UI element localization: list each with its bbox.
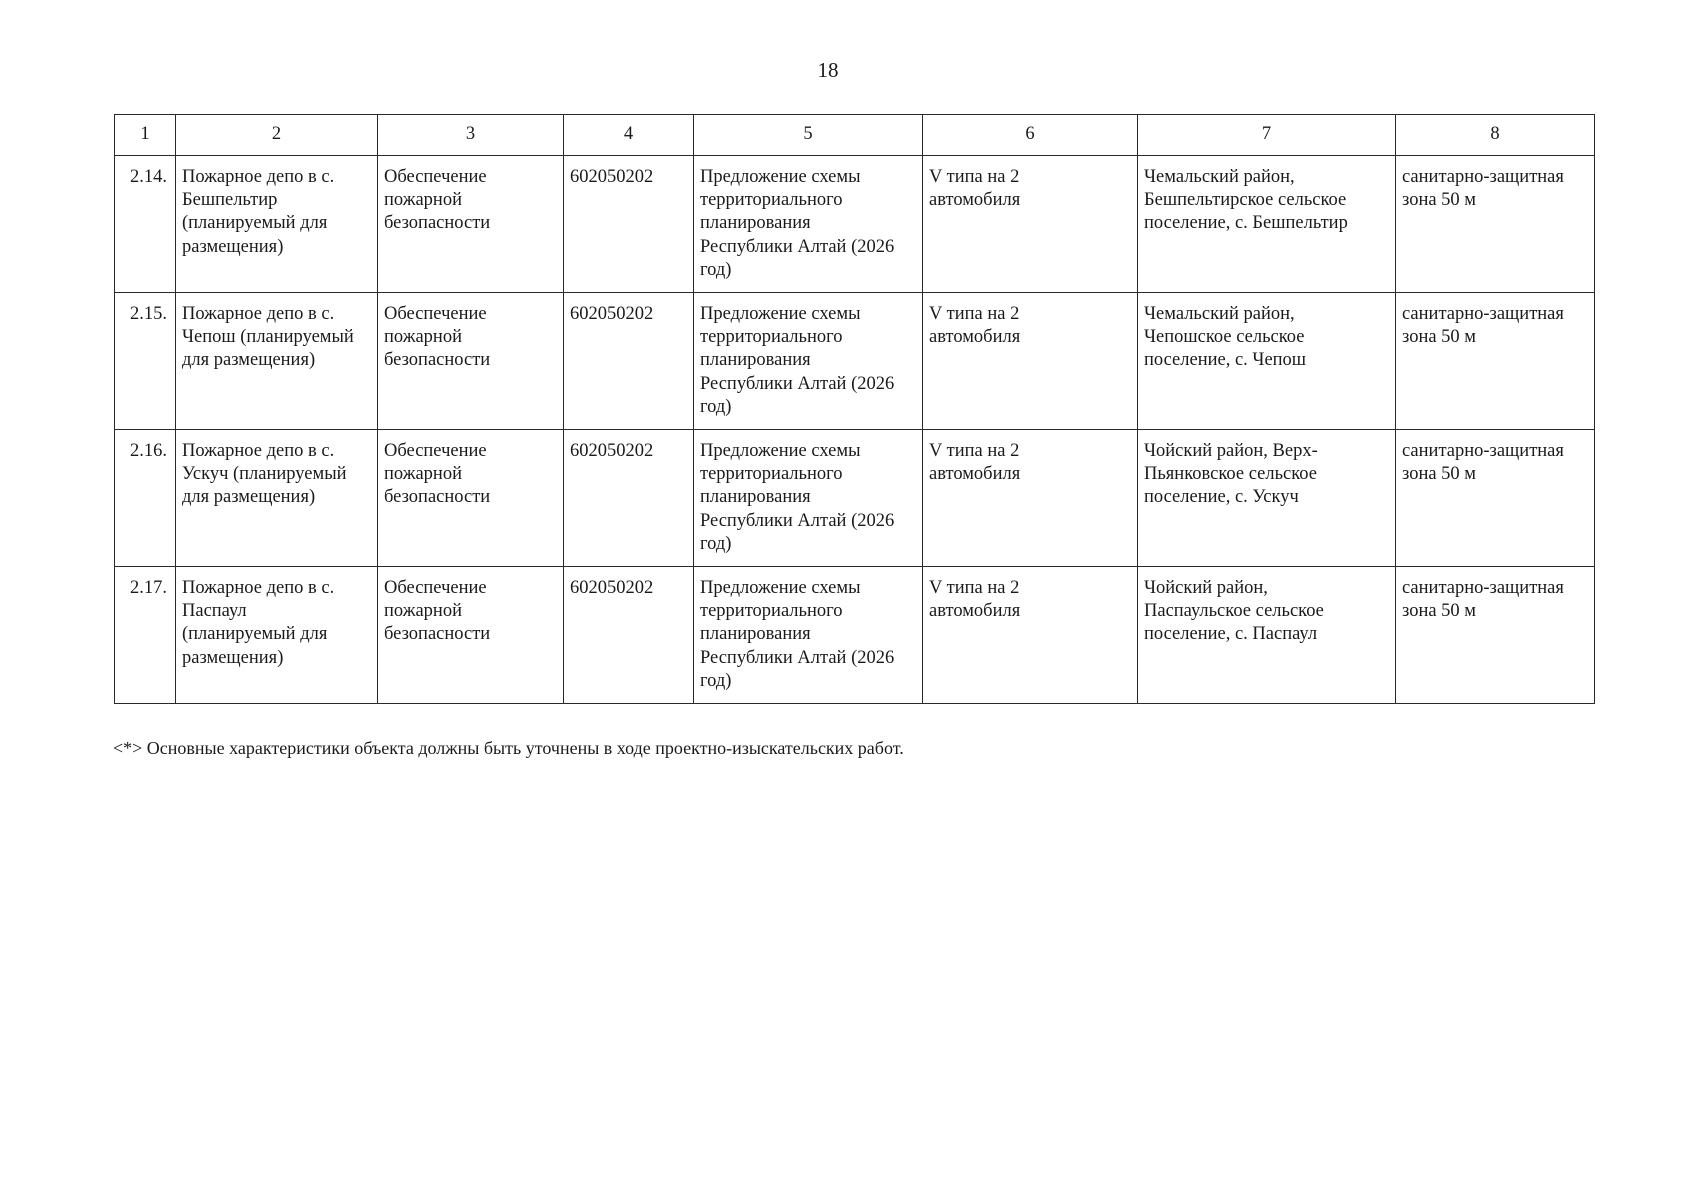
object-zone: санитарно-защитная зона 50 м bbox=[1396, 430, 1595, 567]
object-code: 602050202 bbox=[564, 293, 694, 430]
objects-table bbox=[114, 114, 1595, 704]
table-row bbox=[115, 567, 1595, 704]
object-zone: санитарно-защитная зона 50 м bbox=[1396, 567, 1595, 704]
object-source: Предложение схемы территориального планирования Республики Алтай (2026 год) bbox=[694, 156, 923, 293]
object-zone: санитарно-защитная зона 50 м bbox=[1396, 156, 1595, 293]
object-location: Чемальский район, Бешпельтирское сельское поселение, с. Бешпельтир bbox=[1138, 156, 1396, 293]
column-header: 8 bbox=[1396, 115, 1595, 156]
object-location: Чойский район, Паспаульское сельское поселение, с. Паспаул bbox=[1138, 567, 1396, 704]
object-code: 602050202 bbox=[564, 567, 694, 704]
object-source: Предложение схемы территориального планирования Республики Алтай (2026 год) bbox=[694, 430, 923, 567]
object-name: Пожарное депо в с. Паспаул (планируемый для размещения) bbox=[176, 567, 378, 704]
column-header: 1 bbox=[115, 115, 176, 156]
column-header: 5 bbox=[694, 115, 923, 156]
object-purpose: Обеспечение пожарной безопасности bbox=[378, 293, 564, 430]
table-body bbox=[115, 156, 1595, 704]
object-location: Чойский район, Верх- Пьянковское сельское поселение, с. Ускуч bbox=[1138, 430, 1396, 567]
column-header: 3 bbox=[378, 115, 564, 156]
object-characteristics: V типа на 2 автомобиля bbox=[923, 293, 1138, 430]
column-header: 7 bbox=[1138, 115, 1396, 156]
object-source: Предложение схемы территориального планирования Республики Алтай (2026 год) bbox=[694, 293, 923, 430]
object-purpose: Обеспечение пожарной безопасности bbox=[378, 567, 564, 704]
table-row bbox=[115, 156, 1595, 293]
row-number: 2.15. bbox=[115, 293, 176, 430]
row-number: 2.16. bbox=[115, 430, 176, 567]
object-code: 602050202 bbox=[564, 156, 694, 293]
object-name: Пожарное депо в с. Чепош (планируемый для размещения) bbox=[176, 293, 378, 430]
object-purpose: Обеспечение пожарной безопасности bbox=[378, 156, 564, 293]
page-number: 18 bbox=[817, 58, 839, 82]
column-header: 4 bbox=[564, 115, 694, 156]
object-purpose: Обеспечение пожарной безопасности bbox=[378, 430, 564, 567]
object-characteristics: V типа на 2 автомобиля bbox=[923, 156, 1138, 293]
table-row bbox=[115, 430, 1595, 567]
column-header: 6 bbox=[923, 115, 1138, 156]
object-source: Предложение схемы территориального планирования Республики Алтай (2026 год) bbox=[694, 567, 923, 704]
object-characteristics: V типа на 2 автомобиля bbox=[923, 567, 1138, 704]
header-row bbox=[115, 115, 1595, 156]
object-characteristics: V типа на 2 автомобиля bbox=[923, 430, 1138, 567]
table-row bbox=[115, 293, 1595, 430]
row-number: 2.14. bbox=[115, 156, 176, 293]
object-name: Пожарное депо в с. Бешпельтир (планируемый для размещения) bbox=[176, 156, 378, 293]
column-header: 2 bbox=[176, 115, 378, 156]
row-number: 2.17. bbox=[115, 567, 176, 704]
object-location: Чемальский район, Чепошское сельское поселение, с. Чепош bbox=[1138, 293, 1396, 430]
object-zone: санитарно-защитная зона 50 м bbox=[1396, 293, 1595, 430]
footnote: <*> Основные характеристики объекта должны быть уточнены в ходе проектно-изыскательских работ. bbox=[113, 738, 904, 758]
table-header bbox=[115, 115, 1595, 156]
object-name: Пожарное депо в с. Ускуч (планируемый для размещения) bbox=[176, 430, 378, 567]
object-code: 602050202 bbox=[564, 430, 694, 567]
